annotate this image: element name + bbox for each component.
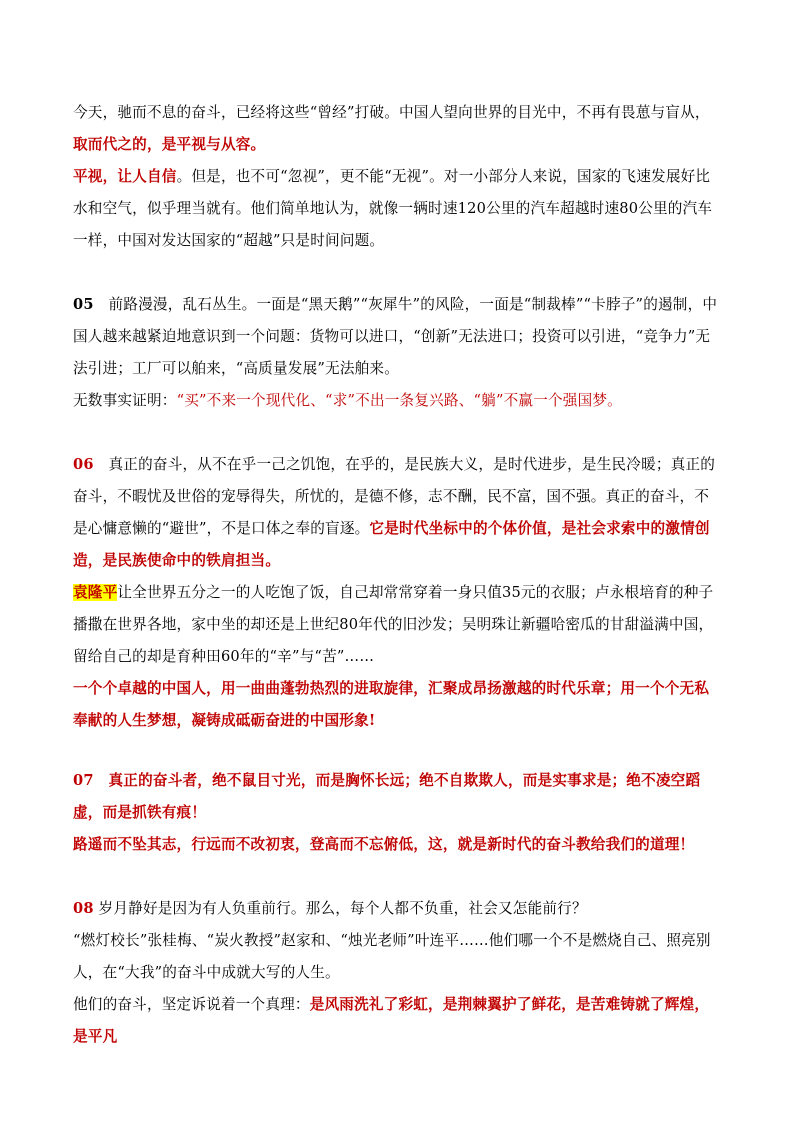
paragraph-truth (73, 829, 723, 861)
paragraph-text: 。但是，也不可“忽视”，更不能“无视”。对一小部分人来说，国家的飞速发展好比水和空气，似乎理当就有。他们简单地认为，就像一辆时速120公里的汽车超越时速80公里的汽车一样，中国对发达国家的“超越”只是时间问题。 (73, 168, 713, 249)
paragraph-teachers (73, 925, 723, 989)
paragraph-today (73, 97, 723, 161)
paragraph-text: “燃灯校长”张桂梅、“炭火教授”赵家和、“烛光老师”叶连平……他们哪一个不是燃烧自己、照亮别人，在“大我”的奋斗中成就大写的人生。 (73, 932, 711, 981)
highlighted-name: 袁隆平 (73, 584, 118, 601)
paragraph-facts (73, 385, 723, 417)
emphasis-text: 是风雨洗礼了彩虹，是荆棘翼护了鲜花，是苦难铸就了辉煌，是平凡 (73, 996, 710, 1045)
paragraph-07 (73, 765, 723, 829)
emphasis-text: 真正的奋斗者，绝不鼠目寸光，而是胸怀长远；绝不自欺欺人，而是实事求是；绝不凌空蹈虚，而是抓铁有痕！ (73, 772, 701, 821)
paragraph-text: 真正的奋斗，从不在乎一己之饥饱，在乎的，是民族大义，是时代进步，是生民冷暖；真正的奋斗，不暇忧及世俗的宠辱得失，所忧的，是德不修，志不酬，民不富，国不强。真正的奋斗，不是心慵意懒的“避世”，不是口体之奉的盲逐。 (73, 456, 716, 537)
emphasis-text: 平视，让人自信 (73, 168, 177, 185)
paragraph-text: 前路漫漫，乱石丛生。一面是“黑天鹅”“灰犀牛”的风险，一面是“制裁棒”“卡脖子”的遏制，中国人越来越紧迫地意识到一个问题：货物可以进口，“创新”无法进口；投资可以引进，“竞争力”无法引进；工厂可以舶来，“高质量发展”无法舶来。 (73, 296, 718, 377)
emphasis-text: 一个个卓越的中国人，用一曲曲蓬勃热烈的进取旋律，汇聚成昂扬激越的时代乐章；用一个个无私奉献的人生梦想，凝铸成砥砺奋进的中国形象! (73, 680, 710, 729)
paragraph-text: 无数事实证明： (73, 392, 177, 409)
paragraph-struggle-truth (73, 989, 723, 1053)
emphasis-text: 它是时代坐标中的个体价值，是社会求索中的激情创造，是民族使命中的铁肩担当。 (73, 520, 710, 569)
paragraph-text: 让全世界五分之一的人吃饱了饭，自己却常常穿着一身只值35元的衣服；卢永根培育的种子播撒在世界各地，家中坐的却还是上世纪80年代的旧沙发；吴明珠让新疆哈密瓜的甘甜溢满中国，留给自己的却是育种田60年的“辛”与“苦”…… (73, 584, 714, 665)
section-number: 06 (73, 456, 94, 473)
paragraph-chinese-image (73, 673, 723, 737)
section-number: 05 (73, 296, 94, 313)
paragraph-text: 他们的奋斗，坚定诉说着一个真理： (73, 996, 310, 1013)
emphasis-text: “买”不来一个现代化、“求”不出一条复兴路、“躺”不赢一个强国梦。 (176, 392, 622, 409)
emphasis-text: 路遥而不坠其志，行远而不改初衷，登高而不忘俯低，这，就是新时代的奋斗教给我们的道理！ (73, 836, 695, 853)
section-number: 07 (73, 772, 94, 789)
paragraph-08 (73, 893, 723, 925)
paragraph-yuanlongping (73, 577, 723, 673)
paragraph-05 (73, 289, 723, 385)
paragraph-text: 今天，驰而不息的奋斗，已经将这些“曾经”打破。中国人望向世界的目光中，不再有畏葸与盲从， (73, 104, 710, 121)
paragraph-06 (73, 449, 723, 577)
paragraph-text: 岁月静好是因为有人负重前行。那么，每个人都不负重，社会又怎能前行？ (93, 900, 587, 917)
emphasis-text: 取而代之的，是平视与从容。 (73, 136, 266, 153)
paragraph-pingshi (73, 161, 723, 257)
section-number: 08 (73, 900, 94, 917)
